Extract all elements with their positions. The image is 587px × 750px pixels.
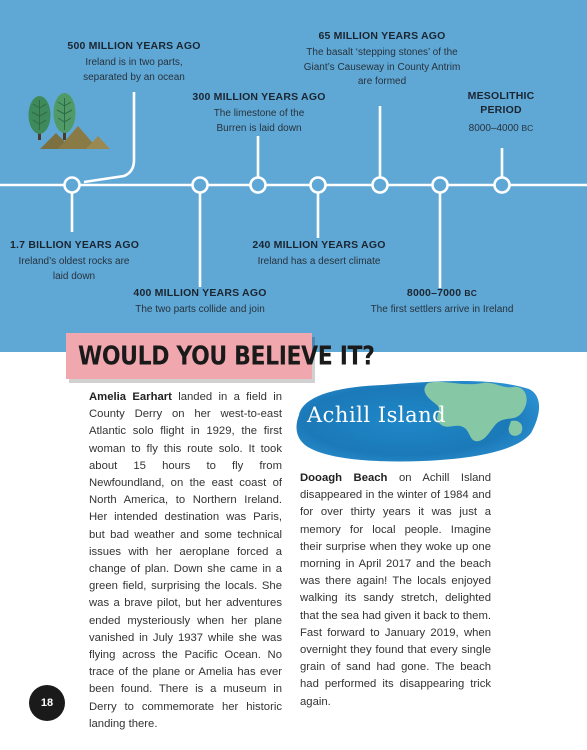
event-title: 65 MILLION YEARS AGO bbox=[318, 30, 446, 42]
event-description: The first settlers arrive in Ireland bbox=[370, 304, 514, 315]
event-title: 240 MILLION YEARS AGO bbox=[252, 239, 386, 251]
timeline-event bbox=[64, 40, 204, 85]
timeline-node bbox=[311, 178, 326, 193]
amelia-earhart-article bbox=[89, 389, 282, 733]
timeline-node bbox=[193, 178, 208, 193]
article-lead: Dooagh Beach bbox=[300, 472, 388, 484]
timeline-event bbox=[302, 30, 462, 90]
trees-and-hills-icon bbox=[29, 93, 111, 149]
timeline-event bbox=[458, 89, 544, 137]
article-body: landed in a field in County Derry on her west-to-east Atlantic solo flight in 1929, the first woman to fly this route solo. It took about 15 hours to fly from Newfoundland, on the east coast of North America, to Northern Ireland. Her intended destination was Paris, but bad weather and some technical issues with her aeroplane forced a change of plan. Down she came in a green field, surprising the locals. She was a brave pilot, but her adventures ended mysteriously when her plane vanished in July 1937 while she was flying across the Pacific Ocean. No trace of the plane or Amelia has ever been found. There is a museum in Derry to commemorate her historic landing there. bbox=[89, 391, 282, 730]
event-description: The basalt ‘stepping stones’ of the Giant’s Causeway in County Antrim are formed bbox=[303, 47, 461, 87]
timeline-node bbox=[251, 178, 266, 193]
timeline-event bbox=[10, 239, 138, 284]
achill-island-map bbox=[293, 375, 543, 465]
article-lead: Amelia Earhart bbox=[89, 391, 172, 403]
timeline-event bbox=[364, 287, 520, 318]
event-description: The two parts collide and join bbox=[135, 304, 265, 315]
timeline-node bbox=[373, 178, 388, 193]
article-body: on Achill Island disappeared in the winter of 1984 and for over thirty years it was just a memory for local people. Imagine their surprise when they woke up one morning in April 2017 and the beach was there again! The locals enjoyed walking its sandy stretch, delighted that the sea had given it back to them. Fast forward to January 2019, when overnight they found that every single grain of sand had gone. The beach had performed its disappearing trick again. bbox=[300, 472, 491, 708]
timeline-node bbox=[433, 178, 448, 193]
event-title: MESOLITHIC PERIOD bbox=[467, 90, 535, 116]
timeline-event bbox=[186, 91, 332, 136]
event-description: Ireland is in two parts, separated by an ocean bbox=[83, 57, 185, 83]
event-description: The limestone of the Burren is laid down bbox=[213, 108, 305, 134]
event-description: 8000–4000 bbox=[468, 123, 519, 134]
event-description: Ireland’s oldest rocks are laid down bbox=[18, 256, 130, 282]
event-title: 8000–7000 bbox=[406, 287, 462, 299]
event-title: 400 MILLION YEARS AGO bbox=[133, 287, 267, 299]
timeline-event bbox=[130, 287, 270, 318]
era-suffix: BC bbox=[521, 123, 534, 133]
island-label: Achill Island bbox=[307, 403, 447, 427]
dooagh-beach-article bbox=[300, 470, 491, 711]
event-title: 300 MILLION YEARS AGO bbox=[192, 91, 326, 103]
event-description: Ireland has a desert climate bbox=[257, 256, 381, 267]
timeline-node bbox=[65, 178, 80, 193]
event-title: 1.7 BILLION YEARS AGO bbox=[10, 239, 140, 251]
era-suffix: BC bbox=[464, 288, 478, 298]
banner-heading: WOULD YOU BELIEVE IT? bbox=[78, 342, 375, 372]
timeline-node bbox=[495, 178, 510, 193]
timeline-event bbox=[246, 239, 392, 270]
page-number: 18 bbox=[29, 685, 65, 721]
event-title: 500 MILLION YEARS AGO bbox=[67, 40, 201, 52]
timeline-panel bbox=[0, 0, 587, 352]
